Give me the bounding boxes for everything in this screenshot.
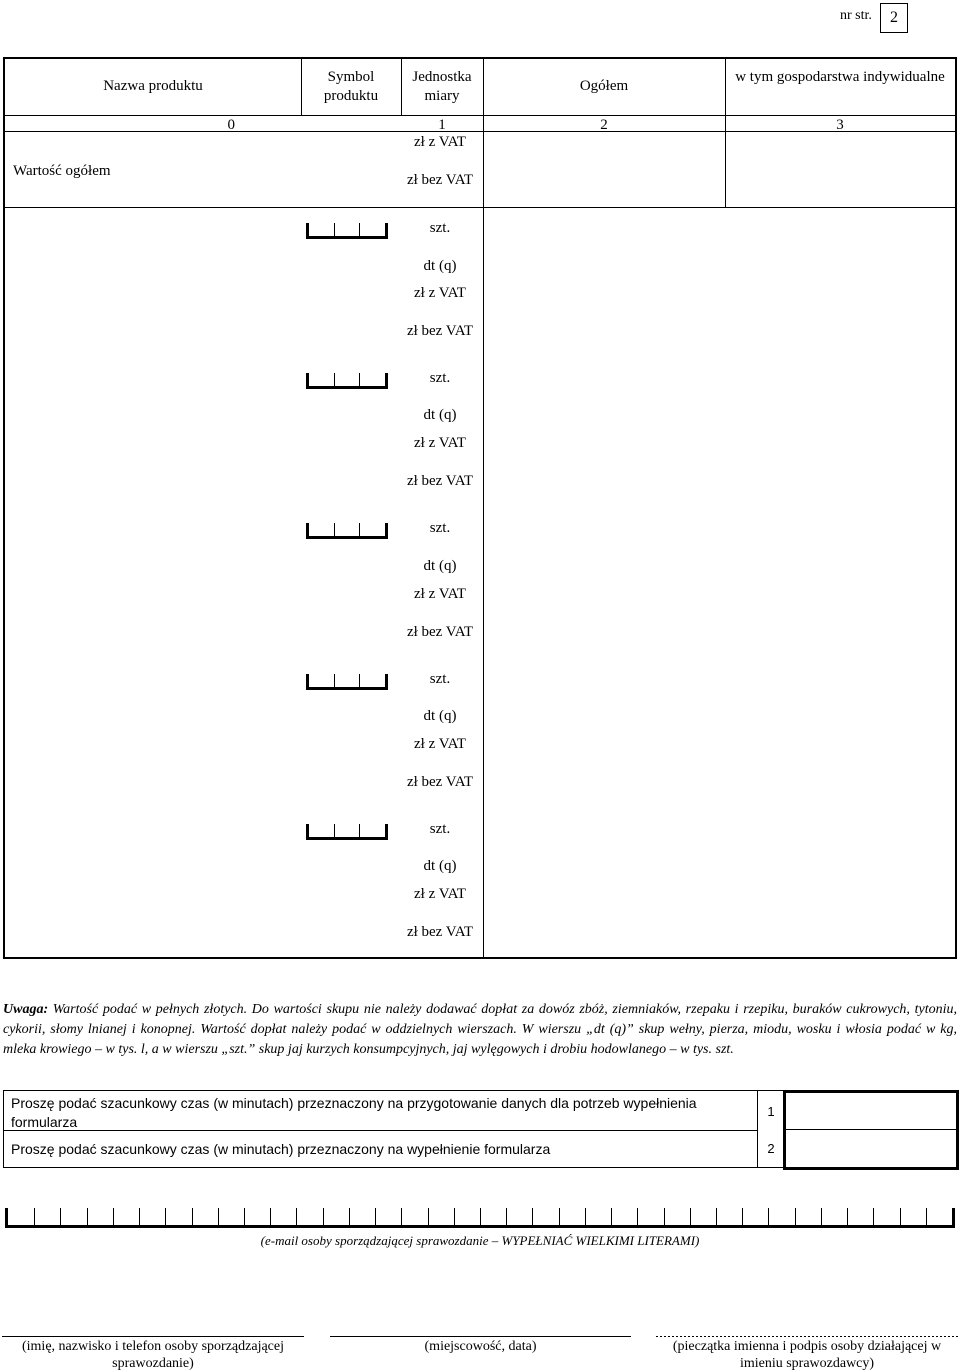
- email-cell-divider: [795, 1208, 796, 1225]
- note-text: Wartość podać w pełnych złotych. Do wartości skupu nie należy dodawać dopłat za dowóz zbóż, ziemniaków, rzepaku i rzepiku, buraków cukrowych, tytoniu, cykorii, słomy lnianej i konopnej. Wartość dopłat należy podać w oddzielnych wierszach. W wierszu „dt (q)” skup wełny, pierza, miodu, wosku i włosia podać w kg, mleka krowiego – w tys. l, a w wierszu „szt.” skup jaj kurzych konsumpcyjnych, jaj wylęgowych i drobiu hodowlanego – w tys. szt.: [3, 1002, 957, 1057]
- email-cell-divider: [480, 1208, 481, 1225]
- email-cell-divider: [270, 1208, 271, 1225]
- unit-with-vat: zł z VAT: [414, 886, 466, 902]
- email-cell-divider: [847, 1208, 848, 1225]
- unit-dt: dt (q): [423, 258, 457, 274]
- unit-with-vat: zł z VAT: [414, 285, 466, 301]
- signature-place-date: (miejscowość, data): [424, 1339, 537, 1354]
- email-cell-divider: [60, 1208, 61, 1225]
- unit-with-vat: zł z VAT: [414, 586, 466, 602]
- unit-szt: szt.: [429, 220, 451, 236]
- symbol-code-box[interactable]: [306, 223, 388, 239]
- email-cell-divider: [900, 1208, 901, 1225]
- unit-szt: szt.: [429, 520, 451, 536]
- time-question-prep: Proszę podać szacunkowy czas (w minutach) przeznaczony na przygotowanie danych dla potrzeb wypełnienia formularza: [11, 1095, 697, 1130]
- unit-with-vat: zł z VAT: [414, 134, 466, 150]
- email-cell-divider: [165, 1208, 166, 1225]
- email-cell-divider: [821, 1208, 822, 1225]
- header-product-name: Nazwa produktu: [103, 78, 203, 94]
- email-cell-divider: [768, 1208, 769, 1225]
- time-question-fill: Proszę podać szacunkowy czas (w minutach) przeznaczony na wypełnienie formularza: [11, 1141, 551, 1157]
- email-cell-divider: [87, 1208, 88, 1225]
- symbol-code-box[interactable]: [306, 523, 388, 539]
- email-cell-divider: [113, 1208, 114, 1225]
- unit-without-vat: zł bez VAT: [406, 624, 474, 640]
- col-number-2: 2: [600, 117, 608, 133]
- header-product-symbol: Symbol produktu: [323, 69, 379, 104]
- unit-dt: dt (q): [423, 708, 457, 724]
- unit-szt: szt.: [429, 821, 451, 837]
- header-household: w tym gospodarstwa indywidualne: [735, 69, 945, 85]
- unit-dt: dt (q): [423, 407, 457, 423]
- header-unit: Jednostka miary: [412, 69, 472, 104]
- unit-szt: szt.: [429, 370, 451, 386]
- signature-stamp: (pieczątka imienna i podpis osoby działającej w imieniu sprawozdawcy): [672, 1339, 942, 1371]
- email-cell-divider: [637, 1208, 638, 1225]
- time-q1-number: 1: [767, 1104, 775, 1119]
- unit-without-vat: zł bez VAT: [406, 924, 474, 940]
- unit-without-vat: zł bez VAT: [406, 323, 474, 339]
- time-q2-number: 2: [767, 1141, 775, 1156]
- page-number-label: nr str.: [840, 8, 872, 23]
- time-answer-box[interactable]: [783, 1090, 959, 1170]
- email-cell-divider: [192, 1208, 193, 1225]
- email-cell-divider: [244, 1208, 245, 1225]
- email-cell-divider: [139, 1208, 140, 1225]
- email-cell-divider: [664, 1208, 665, 1225]
- col-number-3: 3: [836, 117, 844, 133]
- symbol-code-box[interactable]: [306, 674, 388, 690]
- unit-without-vat: zł bez VAT: [406, 172, 474, 188]
- header-total: Ogółem: [579, 78, 629, 94]
- email-cell-divider: [611, 1208, 612, 1225]
- total-value-label: Wartość ogółem: [13, 163, 111, 179]
- email-cell-divider: [926, 1208, 927, 1225]
- email-caption: (e-mail osoby sporządzającej sprawozdanie – WYPEŁNIAĆ WIELKIMI LITERAMI): [260, 1233, 700, 1248]
- email-cell-divider: [585, 1208, 586, 1225]
- unit-with-vat: zł z VAT: [414, 435, 466, 451]
- email-cell-divider: [559, 1208, 560, 1225]
- email-cell-divider: [873, 1208, 874, 1225]
- email-cell-divider: [506, 1208, 507, 1225]
- unit-without-vat: zł bez VAT: [406, 473, 474, 489]
- email-cell-divider: [349, 1208, 350, 1225]
- email-cell-divider: [690, 1208, 691, 1225]
- email-cell-divider: [296, 1208, 297, 1225]
- symbol-code-box[interactable]: [306, 824, 388, 840]
- email-cell-divider: [428, 1208, 429, 1225]
- email-cell-divider: [375, 1208, 376, 1225]
- col-number-0: 0: [227, 117, 235, 133]
- email-cell-divider: [716, 1208, 717, 1225]
- page-number-value: 2: [880, 3, 908, 33]
- note-label: Uwaga:: [3, 1002, 49, 1017]
- email-cell-divider: [218, 1208, 219, 1225]
- unit-dt: dt (q): [423, 858, 457, 874]
- signature-preparer: (imię, nazwisko i telefon osoby sporządzającej sprawozdanie): [21, 1339, 284, 1371]
- email-input-boxes[interactable]: [5, 1208, 955, 1228]
- email-cell-divider: [401, 1208, 402, 1225]
- email-cell-divider: [34, 1208, 35, 1225]
- col-number-1: 1: [438, 117, 446, 133]
- email-cell-divider: [454, 1208, 455, 1225]
- unit-szt: szt.: [429, 671, 451, 687]
- unit-with-vat: zł z VAT: [414, 736, 466, 752]
- note-paragraph: [3, 1000, 957, 1060]
- email-cell-divider: [742, 1208, 743, 1225]
- email-cell-divider: [532, 1208, 533, 1225]
- unit-dt: dt (q): [423, 558, 457, 574]
- symbol-code-box[interactable]: [306, 373, 388, 389]
- unit-without-vat: zł bez VAT: [406, 774, 474, 790]
- email-cell-divider: [323, 1208, 324, 1225]
